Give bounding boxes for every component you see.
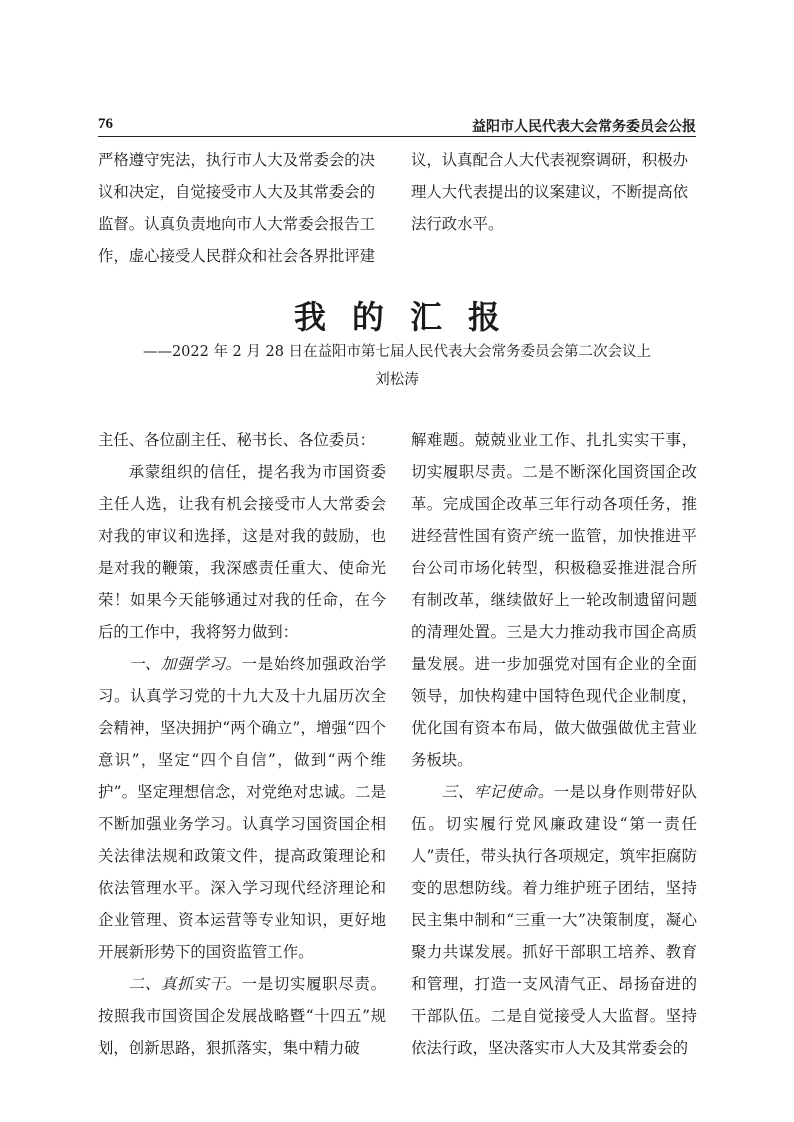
paragraph — [98, 648, 386, 968]
article-author: 刘松涛 — [375, 372, 419, 388]
salutation — [98, 424, 386, 456]
journal-title: 益阳市人民代表大会常务委员会公报 — [472, 119, 696, 135]
text-line: 议和决定，自觉接受市人大及其常委会的 — [98, 183, 376, 201]
section-heading: 三、牢记使命。 — [441, 783, 554, 801]
page-number: 76 — [98, 116, 113, 132]
section-heading: 二、真抓实干。 — [128, 975, 242, 993]
paragraph — [98, 968, 386, 1064]
text-line: 理人大代表提出的议案建议，不断提高依 — [411, 183, 689, 201]
paragraph-text: 主任、各位副主任、秘书长、各位委员： — [98, 431, 376, 449]
text-line: 法行政水平。 — [411, 215, 504, 233]
previous-article-right-column — [411, 144, 697, 240]
paragraph-text: 解难题。兢兢业业工作、扎扎实实干事，切实履职尽责。二是不断深化国资国企改革。完成国企改革三年行动各项任务，推进经营性国有资产统一监管，加快推进平台公司市场化转型，积极稳妥推进混合所有制改革，继续做好上一轮改制遗留问题的清理处置。三是大力推动我市国企高质量发展。进一步加强党对国有企业的全面领导，加快构建中国特色现代企业制度，优化国有资本布局，做大做强做优主营业务板块。 — [411, 431, 697, 769]
paragraph-text: 一是切实履职尽责。按照我市国资国企发展战略暨“十四五”规划，创新思路，狠抓落实，集中精力破 — [98, 975, 386, 1057]
section-heading: 一、加强学习。 — [128, 655, 242, 673]
article-right-column — [411, 424, 697, 1064]
paragraph — [411, 776, 697, 1064]
paragraph-text: 一是始终加强政治学习。认真学习党的十九大及十九届历次全会精神，坚决拥护“两个确立”，增强“四个意识”，坚定“四个自信”，做到“两个维护”。坚定理想信念，对党绝对忠诚。二是不断加强业务学习。认真学习国资国企相关法律法规和政策文件，提高政策理论和依法管理水平。深入学习现代经济理论和企业管理、资本运营等专业知识，更好地开展新形势下的国资监管工作。 — [98, 655, 386, 961]
article-title: 我的汇报 — [293, 298, 526, 336]
article-left-column — [98, 424, 386, 1064]
article-subtitle: ——2022 年 2 月 28 日在益阳市第七届人民代表大会常务委员会第二次会议上 — [142, 344, 652, 360]
paragraph — [411, 424, 697, 776]
text-line: 议，认真配合人大代表视察调研，积极办 — [411, 151, 689, 169]
paragraph-text: 一是以身作则带好队伍。切实履行党风廉政建设“第一责任人”责任，带头执行各项规定，筑牢拒腐防变的思想防线。着力维护班子团结，坚持民主集中制和“三重一大”决策制度，凝心聚力共谋发展。抓好干部职工培养、教育和管理，打造一支风清气正、昂扬奋进的干部队伍。二是自觉接受人大监督。坚持依法行政，坚决落实市人大及其常委会的 — [411, 783, 697, 1057]
previous-article-left-column — [98, 144, 386, 272]
page-header — [98, 112, 696, 137]
paragraph-text: 承蒙组织的信任，提名我为市国资委主任人选，让我有机会接受市人大常委会对我的审议和选择，这是对我的鼓励，也是对我的鞭策，我深感责任重大、使命光荣！如果今天能够通过对我的任命，在今后的工作中，我将努力做到： — [98, 463, 386, 641]
text-line: 监督。认真负责地向市人大常委会报告工 — [98, 215, 376, 233]
text-line: 严格遵守宪法，执行市人大及常委会的决 — [98, 151, 376, 169]
text-line: 作，虚心接受人民群众和社会各界批评建 — [98, 247, 376, 265]
paragraph — [98, 456, 386, 648]
